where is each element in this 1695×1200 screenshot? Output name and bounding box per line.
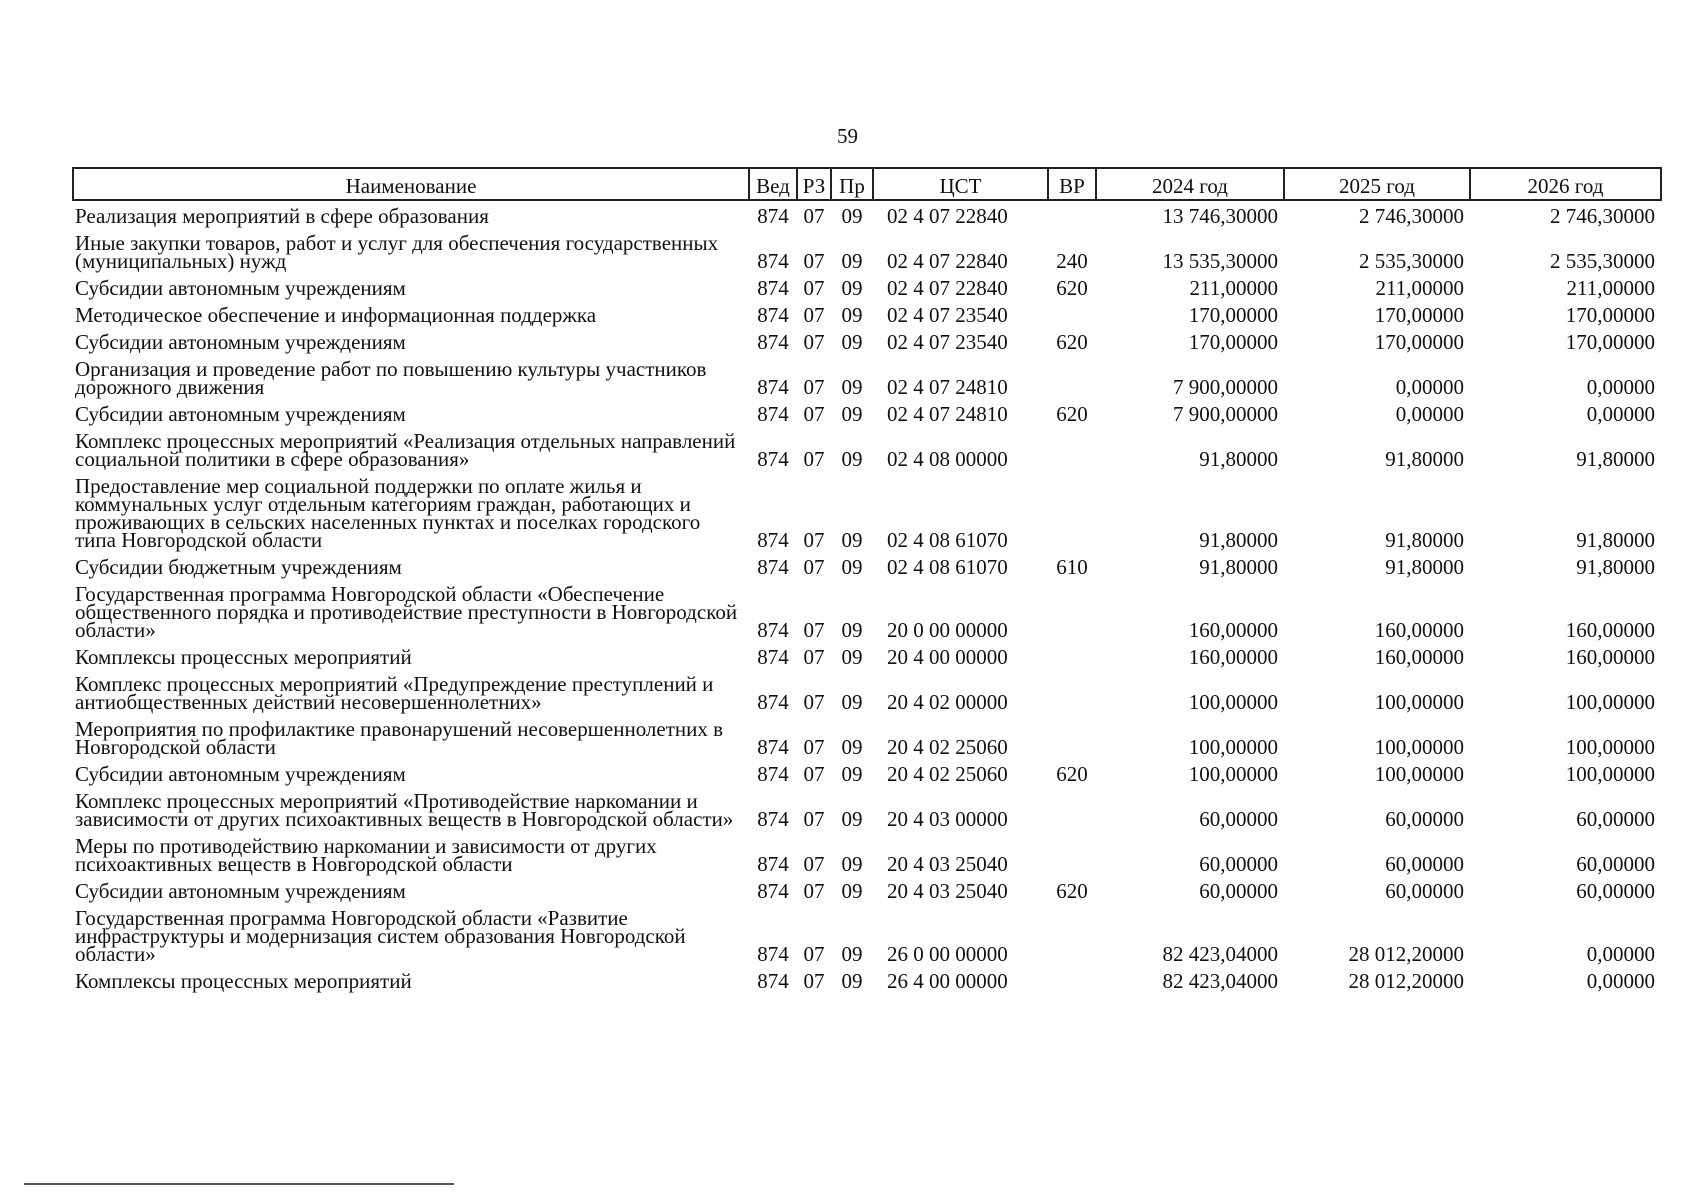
cell-cst: 20 4 02 25060 (887, 735, 1008, 759)
cell-cst: 20 4 03 25040 (887, 852, 1008, 876)
cell-pr: 09 (841, 555, 863, 579)
cell-2025: 2 746,30000 (1359, 204, 1464, 228)
table-row (73, 552, 1661, 579)
cell-2026: 0,00000 (1586, 969, 1655, 993)
cell-2025: 91,80000 (1385, 528, 1464, 552)
cell-2025: 211,00000 (1375, 276, 1464, 300)
col-header-cst: ЦСТ (873, 168, 1048, 200)
cell-ved: 874 (757, 807, 789, 831)
cell-vr: 620 (1056, 762, 1088, 786)
cell-pr: 09 (841, 402, 863, 426)
cell-rz: 07 (803, 402, 825, 426)
table-row (73, 399, 1661, 426)
cell-2026: 0,00000 (1586, 942, 1655, 966)
cell-2026: 2 535,30000 (1550, 249, 1655, 273)
cell-name: Комплекс процессных мероприятий «Реализация отдельных направлений социальной политики в сфере образования» (75, 429, 736, 471)
cell-name: Субсидии автономным учреждениям (75, 330, 406, 354)
cell-vr (1048, 426, 1096, 471)
cell-2026: 60,00000 (1576, 852, 1655, 876)
cell-name: Субсидии бюджетным учреждениям (75, 555, 402, 579)
cell-pr: 09 (841, 303, 863, 327)
cell-2026: 91,80000 (1576, 528, 1655, 552)
cell-rz: 07 (803, 762, 825, 786)
cell-name: Субсидии автономным учреждениям (75, 762, 406, 786)
cell-cst: 02 4 08 61070 (887, 555, 1008, 579)
cell-2026: 100,00000 (1565, 735, 1655, 759)
cell-pr: 09 (841, 375, 863, 399)
col-header-ved: Вед (749, 168, 797, 200)
cell-2025: 160,00000 (1374, 645, 1464, 669)
cell-2026: 91,80000 (1576, 555, 1655, 579)
cell-ved: 874 (757, 735, 789, 759)
cell-rz: 07 (803, 969, 825, 993)
cell-2025: 160,00000 (1374, 618, 1464, 642)
cell-cst: 02 4 07 24810 (887, 402, 1008, 426)
cell-name: Субсидии автономным учреждениям (75, 276, 406, 300)
cell-name: Мероприятия по профилактике правонарушений несовершеннолетних в Новгородской области (75, 717, 724, 759)
table-header-row (73, 168, 1661, 200)
cell-cst: 20 0 00 00000 (887, 618, 1008, 642)
footer-rule (24, 1183, 454, 1185)
cell-2024: 100,00000 (1188, 735, 1278, 759)
cell-pr: 09 (841, 618, 863, 642)
cell-2025: 0,00000 (1395, 375, 1464, 399)
cell-rz: 07 (803, 249, 825, 273)
cell-2024: 7 900,00000 (1173, 402, 1278, 426)
cell-2024: 170,00000 (1188, 330, 1278, 354)
cell-ved: 874 (757, 303, 789, 327)
cell-name: Государственная программа Новгородской области «Развитие инфраструктуры и модернизация систем образования Новгородской области» (75, 906, 686, 966)
cell-2025: 60,00000 (1385, 879, 1464, 903)
cell-rz: 07 (803, 942, 825, 966)
cell-rz: 07 (803, 807, 825, 831)
cell-2025: 170,00000 (1374, 303, 1464, 327)
cell-vr: 610 (1056, 555, 1088, 579)
cell-vr (1048, 200, 1096, 228)
cell-vr (1048, 966, 1096, 993)
table-row (73, 200, 1661, 228)
cell-cst: 20 4 03 00000 (887, 807, 1008, 831)
cell-ved: 874 (757, 249, 789, 273)
table-row (73, 966, 1661, 993)
cell-pr: 09 (841, 330, 863, 354)
cell-2024: 82 423,04000 (1162, 942, 1278, 966)
cell-cst: 02 4 07 22840 (887, 249, 1008, 273)
cell-vr: 620 (1056, 879, 1088, 903)
cell-vr (1048, 300, 1096, 327)
cell-pr: 09 (841, 690, 863, 714)
cell-pr: 09 (841, 249, 863, 273)
cell-2026: 60,00000 (1576, 807, 1655, 831)
cell-cst: 26 0 00 00000 (887, 942, 1008, 966)
cell-2025: 170,00000 (1374, 330, 1464, 354)
cell-ved: 874 (757, 852, 789, 876)
cell-ved: 874 (757, 204, 789, 228)
cell-2024: 100,00000 (1188, 762, 1278, 786)
cell-ved: 874 (757, 762, 789, 786)
cell-ved: 874 (757, 618, 789, 642)
cell-2024: 91,80000 (1199, 447, 1278, 471)
cell-2026: 91,80000 (1576, 447, 1655, 471)
table-row (73, 327, 1661, 354)
cell-2026: 160,00000 (1565, 618, 1655, 642)
cell-2026: 0,00000 (1586, 402, 1655, 426)
cell-vr (1048, 903, 1096, 966)
cell-name: Иные закупки товаров, работ и услуг для обеспечения государственных (муниципальных) нужд (75, 231, 719, 273)
cell-vr (1048, 579, 1096, 642)
cell-2024: 60,00000 (1199, 807, 1278, 831)
cell-ved: 874 (757, 879, 789, 903)
cell-name: Реализация мероприятий в сфере образования (75, 204, 489, 228)
cell-rz: 07 (803, 375, 825, 399)
cell-rz: 07 (803, 852, 825, 876)
cell-2025: 100,00000 (1374, 735, 1464, 759)
cell-name: Организация и проведение работ по повышению культуры участников дорожного движения (75, 357, 707, 399)
table-row (73, 831, 1661, 876)
cell-pr: 09 (841, 762, 863, 786)
cell-vr: 620 (1056, 330, 1088, 354)
cell-2024: 91,80000 (1199, 528, 1278, 552)
col-header-pr: Пр (831, 168, 873, 200)
cell-2024: 160,00000 (1188, 618, 1278, 642)
cell-2025: 60,00000 (1385, 852, 1464, 876)
cell-vr: 620 (1056, 402, 1088, 426)
table-body (73, 200, 1661, 993)
table-row (73, 669, 1661, 714)
cell-2026: 170,00000 (1565, 303, 1655, 327)
col-header-name: Наименование (73, 168, 749, 200)
cell-2024: 13 746,30000 (1162, 204, 1278, 228)
cell-ved: 874 (757, 555, 789, 579)
cell-ved: 874 (757, 330, 789, 354)
cell-pr: 09 (841, 852, 863, 876)
col-header-2026: 2026 год (1470, 168, 1661, 200)
table-row (73, 354, 1661, 399)
cell-2025: 100,00000 (1374, 690, 1464, 714)
cell-vr: 240 (1056, 249, 1088, 273)
cell-2025: 100,00000 (1374, 762, 1464, 786)
cell-name: Комплексы процессных мероприятий (75, 969, 412, 993)
cell-cst: 20 4 02 00000 (887, 690, 1008, 714)
cell-2024: 13 535,30000 (1162, 249, 1278, 273)
cell-name: Субсидии автономным учреждениям (75, 402, 406, 426)
cell-cst: 02 4 07 22840 (887, 276, 1008, 300)
cell-2024: 60,00000 (1199, 852, 1278, 876)
table-row (73, 903, 1661, 966)
table-row (73, 426, 1661, 471)
cell-rz: 07 (803, 645, 825, 669)
cell-rz: 07 (803, 735, 825, 759)
cell-pr: 09 (841, 528, 863, 552)
table-row (73, 786, 1661, 831)
cell-ved: 874 (757, 402, 789, 426)
cell-rz: 07 (803, 618, 825, 642)
cell-name: Государственная программа Новгородской области «Обеспечение общественного порядка и противодействие преступности в Новгородской области» (75, 582, 738, 642)
cell-name: Комплекс процессных мероприятий «Предупреждение преступлений и антиобщественных действий несовершеннолетних» (75, 672, 714, 714)
cell-2024: 91,80000 (1199, 555, 1278, 579)
cell-rz: 07 (803, 204, 825, 228)
cell-cst: 02 4 07 23540 (887, 303, 1008, 327)
cell-cst: 02 4 08 61070 (887, 528, 1008, 552)
cell-vr (1048, 714, 1096, 759)
cell-pr: 09 (841, 645, 863, 669)
cell-cst: 02 4 07 23540 (887, 330, 1008, 354)
cell-pr: 09 (841, 276, 863, 300)
cell-2026: 100,00000 (1565, 690, 1655, 714)
cell-2026: 211,00000 (1566, 276, 1655, 300)
cell-vr (1048, 669, 1096, 714)
cell-2025: 91,80000 (1385, 555, 1464, 579)
col-header-2025: 2025 год (1284, 168, 1470, 200)
page-number: 59 (837, 124, 858, 148)
cell-name: Комплексы процессных мероприятий (75, 645, 412, 669)
cell-rz: 07 (803, 330, 825, 354)
cell-cst: 02 4 08 00000 (887, 447, 1008, 471)
cell-2025: 28 012,20000 (1348, 942, 1464, 966)
cell-rz: 07 (803, 447, 825, 471)
cell-2026: 60,00000 (1576, 879, 1655, 903)
cell-2026: 100,00000 (1565, 762, 1655, 786)
cell-2025: 91,80000 (1385, 447, 1464, 471)
cell-vr (1048, 471, 1096, 552)
cell-ved: 874 (757, 447, 789, 471)
cell-cst: 02 4 07 24810 (887, 375, 1008, 399)
table-row (73, 714, 1661, 759)
cell-ved: 874 (757, 690, 789, 714)
cell-name: Комплекс процессных мероприятий «Противодействие наркомании и зависимости от других психоактивных веществ в Новгородской области» (75, 789, 734, 831)
cell-2026: 0,00000 (1586, 375, 1655, 399)
cell-vr (1048, 354, 1096, 399)
table-row (73, 300, 1661, 327)
cell-ved: 874 (757, 375, 789, 399)
table-row (73, 228, 1661, 273)
cell-2024: 82 423,04000 (1162, 969, 1278, 993)
cell-2024: 211,00000 (1189, 276, 1278, 300)
cell-pr: 09 (841, 879, 863, 903)
cell-cst: 20 4 00 00000 (887, 645, 1008, 669)
cell-cst: 20 4 03 25040 (887, 879, 1008, 903)
cell-pr: 09 (841, 735, 863, 759)
cell-name: Меры по противодействию наркомании и зависимости от других психоактивных веществ в Новгородской области (75, 834, 657, 876)
cell-ved: 874 (757, 528, 789, 552)
col-header-vr: ВР (1048, 168, 1096, 200)
cell-2025: 60,00000 (1385, 807, 1464, 831)
table-row (73, 471, 1661, 552)
cell-rz: 07 (803, 555, 825, 579)
cell-name: Субсидии автономным учреждениям (75, 879, 406, 903)
table-row (73, 876, 1661, 903)
table-row (73, 579, 1661, 642)
cell-pr: 09 (841, 807, 863, 831)
cell-2024: 100,00000 (1188, 690, 1278, 714)
cell-vr (1048, 831, 1096, 876)
col-header-rz: РЗ (797, 168, 831, 200)
cell-2026: 170,00000 (1565, 330, 1655, 354)
cell-name: Методическое обеспечение и информационная поддержка (75, 303, 597, 327)
cell-vr (1048, 642, 1096, 669)
cell-ved: 874 (757, 942, 789, 966)
col-header-2024: 2024 год (1096, 168, 1284, 200)
cell-2024: 7 900,00000 (1173, 375, 1278, 399)
cell-cst: 20 4 02 25060 (887, 762, 1008, 786)
cell-rz: 07 (803, 303, 825, 327)
budget-table (72, 167, 1662, 993)
cell-rz: 07 (803, 879, 825, 903)
cell-vr: 620 (1056, 276, 1088, 300)
cell-ved: 874 (757, 276, 789, 300)
cell-2026: 160,00000 (1565, 645, 1655, 669)
cell-cst: 02 4 07 22840 (887, 204, 1008, 228)
cell-2024: 60,00000 (1199, 879, 1278, 903)
cell-pr: 09 (841, 447, 863, 471)
table-row (73, 642, 1661, 669)
cell-rz: 07 (803, 276, 825, 300)
cell-2025: 2 535,30000 (1359, 249, 1464, 273)
cell-pr: 09 (841, 942, 863, 966)
cell-pr: 09 (841, 204, 863, 228)
cell-pr: 09 (841, 969, 863, 993)
cell-ved: 874 (757, 645, 789, 669)
cell-rz: 07 (803, 528, 825, 552)
cell-name: Предоставление мер социальной поддержки по оплате жилья и коммунальных услуг отдельным категориям граждан, работающих и проживающих в сельских населенных пунктах и поселках городского типа Новгородской области (75, 474, 701, 552)
cell-2025: 28 012,20000 (1348, 969, 1464, 993)
cell-2026: 2 746,30000 (1550, 204, 1655, 228)
cell-cst: 26 4 00 00000 (887, 969, 1008, 993)
table-row (73, 273, 1661, 300)
cell-2024: 160,00000 (1188, 645, 1278, 669)
table-row (73, 759, 1661, 786)
cell-2025: 0,00000 (1395, 402, 1464, 426)
cell-2024: 170,00000 (1188, 303, 1278, 327)
cell-ved: 874 (757, 969, 789, 993)
cell-vr (1048, 786, 1096, 831)
cell-rz: 07 (803, 690, 825, 714)
